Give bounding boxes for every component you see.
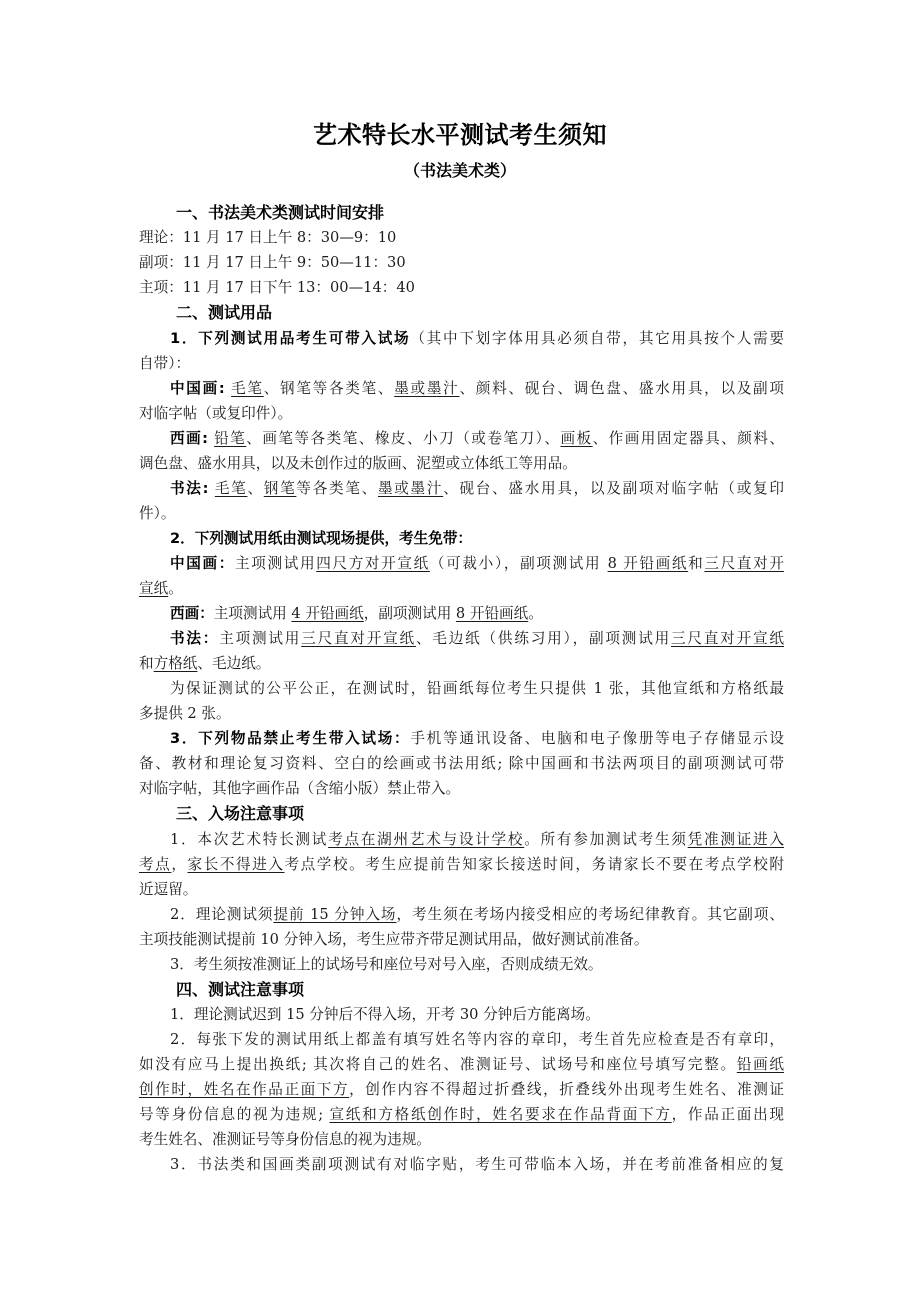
bold-text: 2．下列测试用纸由测试现场提供，考生免带： [170,530,473,547]
underlined-text: 铅画纸 [736,1056,784,1073]
underlined-text: 家长不得进入 [187,856,285,873]
underlined-text: 考点 [139,856,172,873]
text-segment: 、 [247,480,264,497]
text-segment: 如没有应马上提出换纸; 其次将自己的姓名、准测证号、试场号和座位号填写完整。 [139,1056,737,1073]
text-segment: 、毛边纸。 [197,655,271,672]
text-segment: 主项测试用 [219,630,302,647]
bold-text: 西画: [170,430,208,447]
section-heading [176,804,821,824]
text-line [139,253,784,273]
bold-text: 中国画： [170,555,235,572]
bold-text: 书法: [170,480,209,497]
underlined-text: 方格纸 [153,655,198,672]
underlined-text: 三尺直对开宣纸 [671,630,784,647]
text-line [139,1055,784,1075]
underlined-text: 考点在湖州艺术与设计学校 [328,831,525,848]
text-line [139,704,784,724]
text-line [139,1080,784,1100]
text-line [170,329,784,349]
text-line [139,404,784,424]
text-line [139,654,784,674]
underlined-text: 画板 [560,430,593,447]
text-segment: 近逗留。 [139,881,198,898]
bold-text: 四、测试注意事项 [176,980,305,999]
text-segment: 副项：11 月 17 日上午 9：50—11：30 [139,254,406,271]
underlined-text: 4 开铅画纸 [291,605,364,622]
text-line [139,579,784,599]
text-segment: 主项技能测试提前 10 分钟入场，考生应带齐带足测试用品，做好测试前准备。 [139,931,649,948]
text-segment: 。 [168,580,183,597]
text-segment: 等各类笔、 [296,480,378,497]
text-line [139,504,784,524]
text-line [139,278,784,298]
text-segment: 、颜料、砚台、调色盘、盛水用具，以及副项 [459,380,784,397]
section-heading [176,203,821,223]
text-segment: 和 [688,555,705,572]
text-line [139,779,784,799]
text-line [170,629,784,649]
text-segment: 件）。 [139,505,176,522]
text-line [170,529,784,549]
text-line [170,830,784,850]
text-segment: 对临字帖（或复印件）。 [139,405,293,422]
text-segment: 主项测试用 [213,605,292,622]
underlined-text: 宣纸和方格纸创作时，姓名要求在作品背面下方 [329,1106,672,1123]
bold-text: 三、入场注意事项 [176,804,305,823]
text-segment: 1．理论测试迟到 15 分钟后不得入场，开考 30 分钟后方能离场。 [170,1006,600,1023]
text-segment: 3．考生须按准测证上的试场号和座位号对号入座，否则成绩无效。 [170,956,603,973]
text-segment: 。 [528,605,543,622]
text-line [170,379,784,399]
text-line [139,754,784,774]
text-line [139,1130,784,1150]
text-segment: （其中下划字体用具必须自带，其它用具按个人需要 [410,330,784,347]
text-line [170,479,784,499]
bold-text: 一、书法美术类测试时间安排 [176,203,385,222]
text-line [170,955,784,975]
document-title: 艺术特长水平测试考生须知 [313,121,607,149]
underlined-text: 铅笔 [214,430,247,447]
text-line [170,604,784,624]
text-line [170,679,784,699]
text-line [139,855,784,875]
text-segment: （可裁小），副项测试用 [429,555,608,572]
document-subtitle: （书法美术类） [403,161,516,180]
text-segment: 主项：11 月 17 日下午 13：00—14：40 [139,279,415,296]
text-segment: 多提供 2 张。 [139,705,231,722]
text-segment: ，考生须在考场内接受相应的考场纪律教育。其它副项、 [396,906,784,923]
underlined-text: 毛笔 [214,480,248,497]
text-line [139,228,784,248]
text-line [170,1030,784,1050]
underlined-text: 三尺直对开 [704,555,784,572]
text-segment: 3．书法类和国画类副项测试有对临字贴，考生可带临本入场，并在考前准备相应的复 [170,1156,784,1173]
bold-text: 西画： [170,605,214,622]
text-segment: 考点学校。考生应提前告知家长接送时间，务请家长不要在考点学校附 [284,856,784,873]
underlined-text: 8 开铅画纸 [455,605,529,622]
bold-text: 书法： [170,630,220,647]
underlined-text: 8 开铅画纸 [607,555,689,572]
underlined-text: 宣纸 [139,580,169,597]
text-segment: 和 [139,655,154,672]
text-segment: ，作品正面出现 [671,1106,784,1123]
text-segment: 、画笔等各类笔、橡皮、小刀（或卷笔刀）、 [246,430,561,447]
underlined-text: 四尺方对开宣纸 [316,555,430,572]
underlined-text: 毛笔 [231,380,264,397]
text-segment: 2．理论测试须 [170,906,274,923]
text-segment: 自带）： [139,355,191,372]
text-segment: 1．本次艺术特长测试 [170,831,329,848]
text-segment: 、砚台、盛水用具，以及副项对临字帖（或复印 [443,480,784,497]
text-segment: 考生姓名、准测证号等身份信息的视为违规。 [139,1131,431,1148]
text-segment: ，创作内容不得超过折叠线，折叠线外出现考生姓名、准测证 [349,1081,784,1098]
text-line [170,429,784,449]
text-line [139,454,784,474]
underlined-text: 凭准测证进入 [687,831,784,848]
bold-text: 中国画: [170,380,225,397]
section-heading [176,303,821,323]
text-segment: 、作画用固定器具、颜料、 [592,430,784,447]
underlined-text: 墨或墨汁 [377,480,444,497]
text-line [139,880,784,900]
text-segment: ，副项测试用 [363,605,456,622]
underlined-text: 墨或墨汁 [394,380,460,397]
text-segment: 理论：11 月 17 日上午 8：30—9：10 [139,229,397,246]
text-segment: 对临字帖，其他字画作品（含缩小版）禁止带入。 [139,780,461,797]
text-segment: 。所有参加测试考生须 [524,831,688,848]
text-segment: 手机等通讯设备、电脑和电子像册等电子存储显示设 [410,730,784,747]
text-segment: 、钢笔等各类笔、 [263,380,395,397]
bold-text: 3．下列物品禁止考生带入试场： [170,730,411,747]
text-line [170,1155,784,1175]
text-line [170,729,784,749]
underlined-text: 创作时，姓名在作品正面下方 [139,1081,350,1098]
underlined-text: 提前 15 分钟入场 [273,906,397,923]
bold-text: 1．下列测试用品考生可带入试场 [170,330,411,347]
bold-text: 二、测试用品 [176,303,273,322]
text-segment: 备、教材和理论复习资料、空白的绘画或书法用纸; 除中国画和书法两项目的副项测试可带 [139,755,784,772]
text-segment: 、毛边纸（供练习用），副项测试用 [415,630,671,647]
text-segment: 调色盘、盛水用具，以及未创作过的版画、泥塑或立体纸工等用品。 [139,455,577,472]
text-line [170,554,784,574]
underlined-text: 钢笔 [263,480,297,497]
text-line [139,930,784,950]
text-line [139,354,784,374]
text-line [170,905,784,925]
text-segment: 2．每张下发的测试用纸上都盖有填写姓名等内容的章印，考生首先应检查是否有章印， [170,1031,784,1048]
text-line [139,1105,784,1125]
text-line [170,1005,784,1025]
text-segment: ， [171,856,188,873]
underlined-text: 三尺直对开宣纸 [301,630,416,647]
text-segment: 主项测试用 [234,555,317,572]
section-heading [176,980,821,1000]
text-segment: 为保证测试的公平公正，在测试时，铅画纸每位考生只提供 1 张，其他宣纸和方格纸最 [170,680,784,697]
text-segment: 号等身份信息的视为违规; [139,1106,330,1123]
